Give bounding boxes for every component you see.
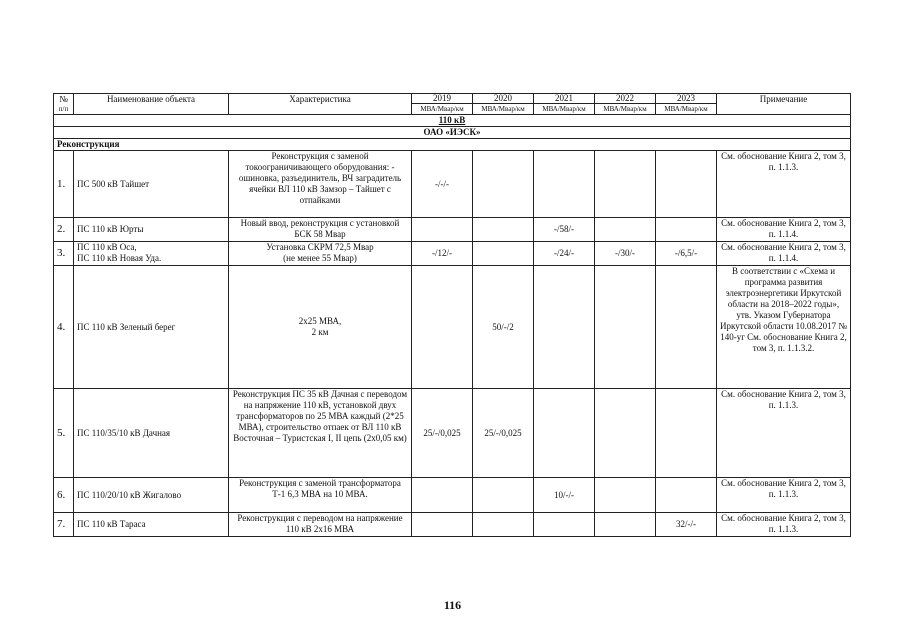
header-characteristic: Характеристика <box>229 94 412 115</box>
header-unit: МВА/Мвар/км <box>412 104 473 115</box>
row-2021 <box>534 151 595 218</box>
row-2021: -/24/- <box>534 242 595 266</box>
row-2019: -/12/- <box>412 242 473 266</box>
row-name: ПС 500 кВ Тайшет <box>74 151 229 218</box>
section-voltage-row <box>54 115 851 127</box>
row-2019 <box>412 513 473 537</box>
row-2019: 25/-/0,025 <box>412 389 473 478</box>
row-name: ПС 110 кВ Зеленый берег <box>74 266 229 389</box>
row-note: См. обоснование Книга 2, том 3, п. 1.1.3. <box>717 151 851 218</box>
table-row <box>54 218 851 242</box>
row-num: 7. <box>54 513 74 537</box>
header-note: Примечание <box>717 94 851 115</box>
row-2022: -/30/- <box>595 242 656 266</box>
row-2020 <box>473 478 534 513</box>
row-num: 5. <box>54 389 74 478</box>
header-num <box>54 94 74 115</box>
row-name-line: ПС 110 кВ Новая Уда. <box>77 253 162 263</box>
row-num: 2. <box>54 218 74 242</box>
header-unit: МВА/Мвар/км <box>473 104 534 115</box>
row-2022 <box>595 151 656 218</box>
row-note: См. обоснование Книга 2, том 3, п. 1.1.3. <box>717 478 851 513</box>
row-2020 <box>473 242 534 266</box>
row-name: ПС 110/35/10 кВ Дачная <box>74 389 229 478</box>
table-row <box>54 478 851 513</box>
row-name: ПС 110 кВ Юрты <box>74 218 229 242</box>
header-num-label: № <box>59 94 68 104</box>
row-characteristic-line: Установка СКРМ 72,5 Мвар <box>266 242 374 252</box>
investment-table <box>53 93 851 537</box>
section-company: ОАО «ИЭСК» <box>54 127 851 139</box>
row-characteristic <box>229 266 412 389</box>
row-2022 <box>595 478 656 513</box>
row-note: См. обоснование Книга 2, том 3, п. 1.1.4. <box>717 242 851 266</box>
row-characteristic: Реконструкция с заменой трансформатора Т-1 6,3 МВА на 10 МВА. <box>229 478 412 513</box>
row-characteristic: Новый ввод, реконструкция с установкой БСК 58 Мвар <box>229 218 412 242</box>
row-2019: -/-/- <box>412 151 473 218</box>
row-name-line: ПС 110 кВ Оса, <box>77 242 137 252</box>
table-row <box>54 389 851 478</box>
header-year-2021: 2021 <box>534 94 595 104</box>
row-num: 1. <box>54 151 74 218</box>
row-characteristic <box>229 242 412 266</box>
header-unit: МВА/Мвар/км <box>534 104 595 115</box>
section-type: Реконструкция <box>54 139 851 151</box>
row-2021 <box>534 389 595 478</box>
row-characteristic-line: (не менее 55 Мвар) <box>283 253 357 263</box>
row-characteristic: Реконструкция ПС 35 кВ Дачная с переводом на напряжение 110 кВ, установкой двух трансформаторов по 25 МВА каждый (2*25 МВА), строительство отпаек от ВЛ 110 кВ Восточная – Туристская I, II цепь (2х0,05 км) <box>229 389 412 478</box>
header-unit: МВА/Мвар/км <box>656 104 717 115</box>
row-2019 <box>412 218 473 242</box>
row-2019 <box>412 266 473 389</box>
header-row <box>54 94 851 104</box>
row-2019 <box>412 478 473 513</box>
row-characteristic: Реконструкция с заменой токоограничивающего оборудования: - ошиновка, разъединитель, ВЧ заградитель ячейки ВЛ 110 кВ Замзор – Тайшет с отпайками <box>229 151 412 218</box>
section-voltage: 110 кВ <box>54 115 851 127</box>
row-2021: 10/-/- <box>534 478 595 513</box>
row-2022 <box>595 266 656 389</box>
row-2021 <box>534 266 595 389</box>
row-2020: 50/-/2 <box>473 266 534 389</box>
row-2022 <box>595 513 656 537</box>
row-2022 <box>595 389 656 478</box>
table-row <box>54 513 851 537</box>
header-year-2020: 2020 <box>473 94 534 104</box>
row-note: См. обоснование Книга 2, том 3, п. 1.1.3. <box>717 513 851 537</box>
header-year-2023: 2023 <box>656 94 717 104</box>
row-2022 <box>595 218 656 242</box>
row-2021 <box>534 513 595 537</box>
row-2023 <box>656 389 717 478</box>
row-name: ПС 110/20/10 кВ Жигалово <box>74 478 229 513</box>
header-year-2019: 2019 <box>412 94 473 104</box>
row-2020 <box>473 513 534 537</box>
header-year-2022: 2022 <box>595 94 656 104</box>
row-num: 4. <box>54 266 74 389</box>
section-company-row <box>54 127 851 139</box>
row-note: См. обоснование Книга 2, том 3, п. 1.1.4. <box>717 218 851 242</box>
row-characteristic-line: 2 км <box>311 327 329 337</box>
table-row <box>54 266 851 389</box>
header-num-sub: п/п <box>58 105 69 113</box>
row-characteristic: Реконструкция с переводом на напряжение 110 кВ 2х16 МВА <box>229 513 412 537</box>
row-2020 <box>473 151 534 218</box>
row-2023: 32/-/- <box>656 513 717 537</box>
header-name: Наименование объекта <box>74 94 229 115</box>
row-note: В соответствии с «Схема и программа развития электроэнергетики Иркутской области на 2018–2022 годы», утв. Указом Губернатора Иркутской области 10.08.2017 № 140-уг См. обоснование Книга 2, том 3, п. 1.1.3.2. <box>717 266 851 389</box>
row-2023 <box>656 218 717 242</box>
row-name <box>74 242 229 266</box>
table-row <box>54 242 851 266</box>
row-2023 <box>656 151 717 218</box>
row-2023 <box>656 478 717 513</box>
row-name: ПС 110 кВ Тараса <box>74 513 229 537</box>
row-2023: -/6,5/- <box>656 242 717 266</box>
row-2020 <box>473 218 534 242</box>
page-number: 116 <box>443 598 462 612</box>
row-characteristic-line: 2х25 МВА, <box>298 316 342 326</box>
header-unit: МВА/Мвар/км <box>595 104 656 115</box>
section-type-row <box>54 139 851 151</box>
table-row <box>54 151 851 218</box>
row-2021: -/58/- <box>534 218 595 242</box>
row-note: См. обоснование Книга 2, том 3, п. 1.1.3. <box>717 389 851 478</box>
row-num: 6. <box>54 478 74 513</box>
row-num: 3. <box>54 242 74 266</box>
row-2020: 25/-/0,025 <box>473 389 534 478</box>
row-2023 <box>656 266 717 389</box>
